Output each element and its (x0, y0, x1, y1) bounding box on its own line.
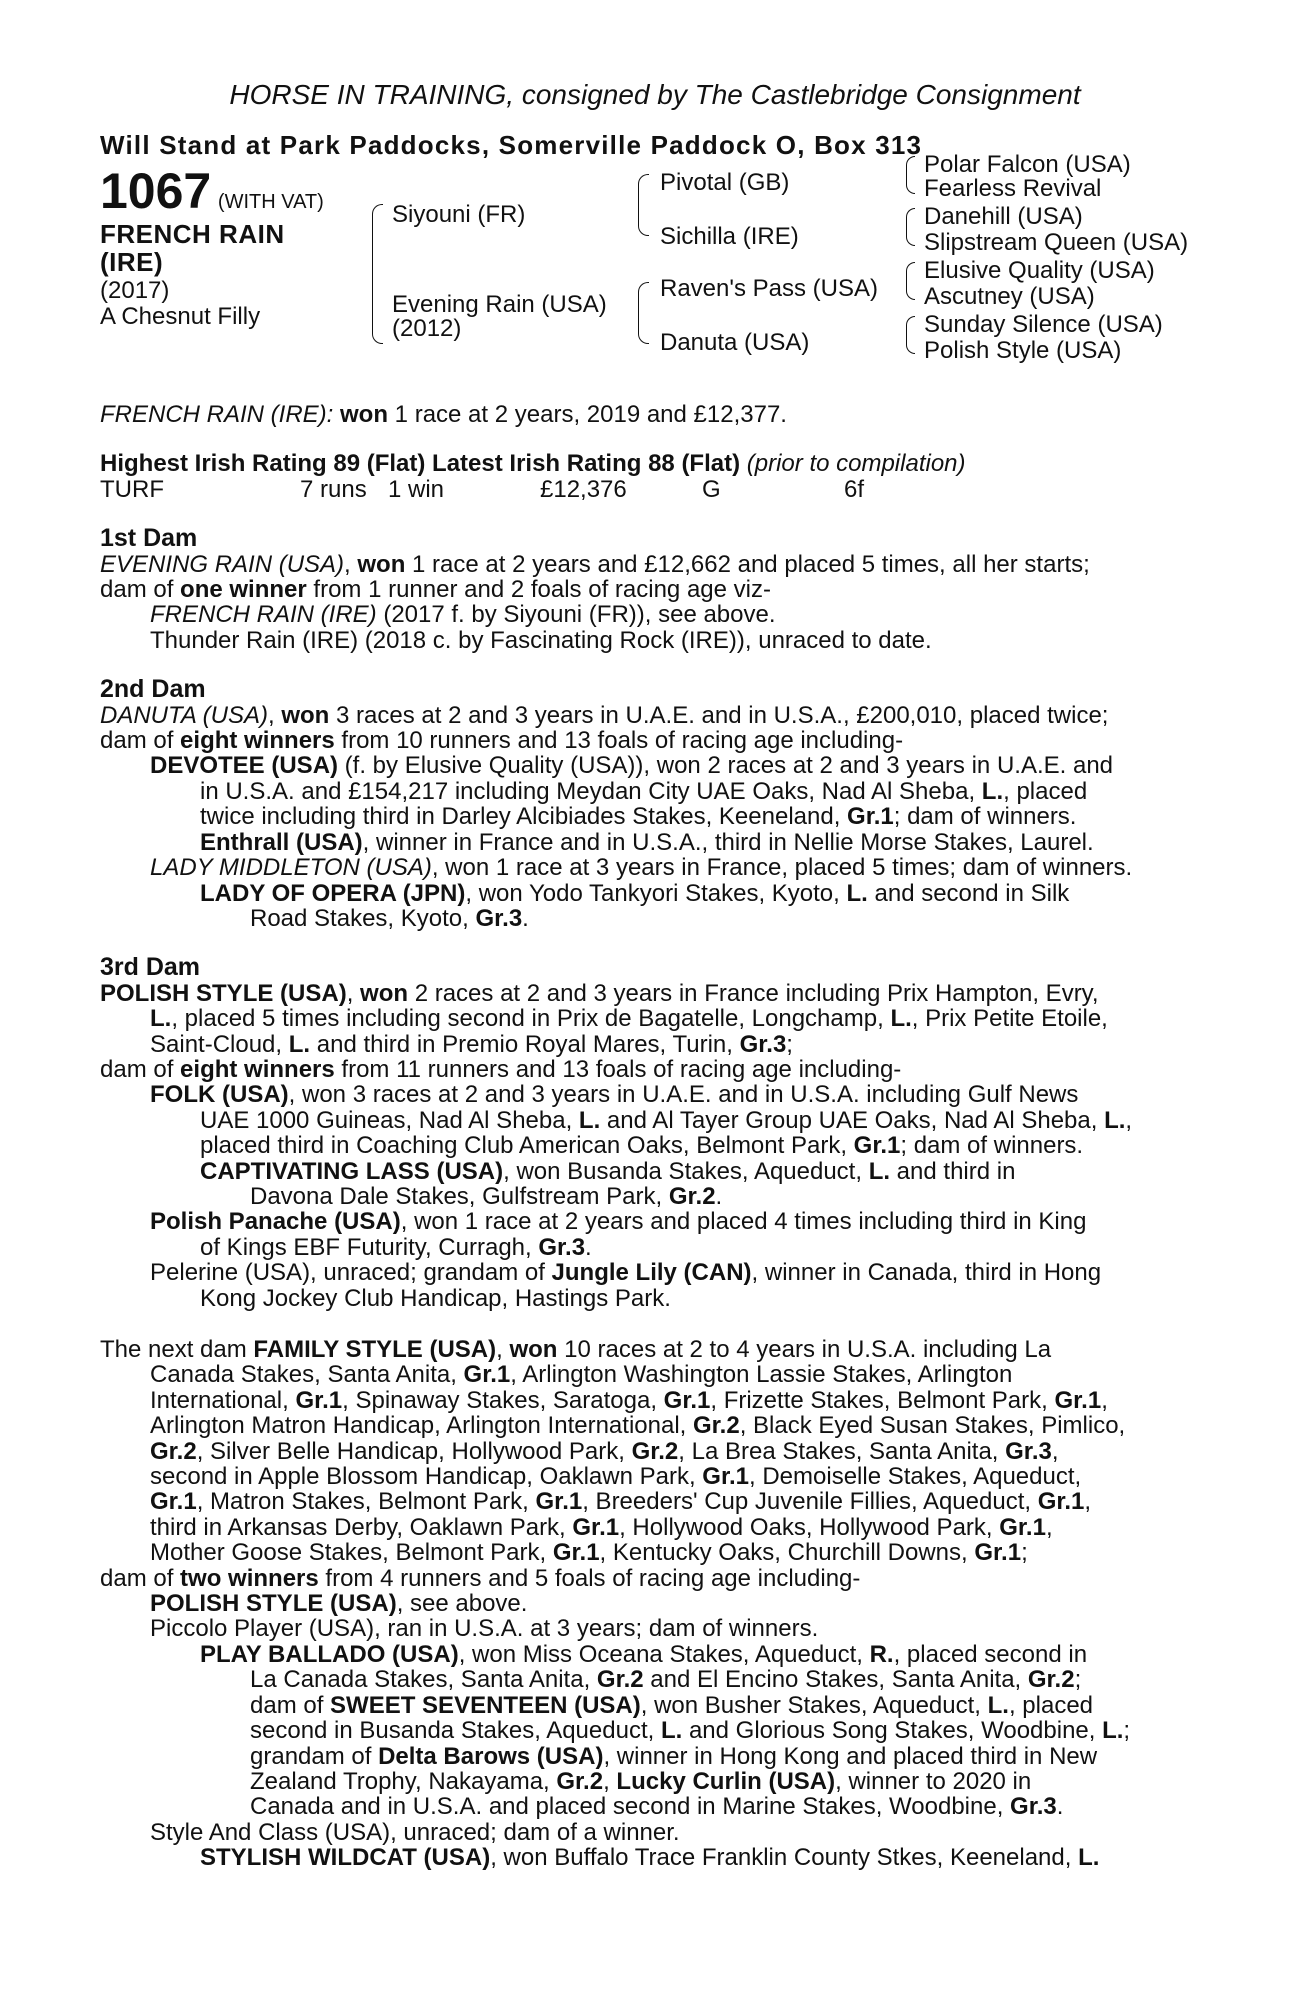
dam-year: (2012) (392, 315, 462, 342)
dam-sire: Raven's Pass (USA) (660, 275, 878, 302)
stand-location: Will Stand at Park Paddocks, Somerville Paddock O, Box 313 (100, 130, 923, 160)
vat-note: (WITH VAT) (217, 191, 324, 213)
horse-description: A Chesnut Filly (100, 303, 261, 330)
first-dam-section: 1st Dam EVENING RAIN (USA), won 1 race at 2 years and £12,662 and placed 5 times, all her starts; dam of one winner from 1 runner and 2 foals of racing age viz- FRENCH RAIN (IRE) (2017 f. by Siyouni (FR)), see above. Thunder Rain (IRE) (2018 c. by Fascinating Rock (IRE)), unraced to date. (100, 526, 1210, 653)
page-title: HORSE IN TRAINING, consigned by The Castlebridge Consignment (229, 79, 1081, 110)
dss: Elusive Quality (USA) (924, 257, 1155, 284)
section-title: 3rd Dam (100, 953, 201, 982)
ssd: Fearless Revival (924, 175, 1102, 202)
race-record: FRENCH RAIN (IRE): won 1 race at 2 years, 2019 and £12,377. (100, 401, 787, 428)
ggp-brace-3 (906, 262, 915, 300)
dam: Evening Rain (USA) (392, 291, 607, 318)
sire-sire: Pivotal (GB) (660, 169, 790, 196)
lot-number: 1067 (100, 163, 212, 219)
third-dam-section: 3rd Dam POLISH STYLE (USA), won 2 races at 2 and 3 years in France including Prix Hampton, Evry, L., placed 5 times including second in Prix de Bagatelle, Longchamp, L., Prix Petite Etoile, Saint-Cloud, L. and third in Premio Royal Mares, Turin, Gr.3; dam of eight winners from 11 runners and 13 foals of racing age including- FOLK (USA), won 3 races at 2 and 3 years in U.A.E. and in U.S.A. including Gulf News UAE 1000 Guineas, Nad Al Sheba, L. and Al Tayer Group UAE Oaks, Nad Al Sheba, L., placed third in Coaching Club American Oaks, Belmont Park, Gr.1; dam of winners. CAPTIVATING LASS (USA), won Busanda Stakes, Aqueduct, L. and third in Davona Dale Stakes, Gulfstream Park, Gr.2. Polish Panache (USA), won 1 race at 2 years and placed 4 times including third in King of Kings EBF Futurity, Curragh, Gr.3. Pelerine (USA), unraced; grandam of Jungle Lily (CAN), winner in Canada, third in Hong Kong Jockey Club Handicap, Hastings Park. (100, 955, 1210, 1311)
rating-line: Highest Irish Rating 89 (Flat) Latest Irish Rating 88 (Flat) (prior to compilation) (100, 450, 966, 478)
horse-country: (IRE) (100, 247, 164, 277)
second-dam-section: 2nd Dam DANUTA (USA), won 3 races at 2 and 3 years in U.A.E. and in U.S.A., £200,010, placed twice; dam of eight winners from 10 runners and 13 foals of racing age including- DEVOTEE (USA) (f. by Elusive Quality (USA)), won 2 races at 2 and 3 years in U.A.E. and in U.S.A. and £154,217 including Meydan City UAE Oaks, Nad Al Sheba, L., placed twice including third in Darley Alcibiades Stakes, Keeneland, Gr.1; dam of winners. Enthrall (USA), winner in France and in U.S.A., third in Nellie Morse Stakes, Laurel. LADY MIDDLETON (USA), won 1 race at 3 years in France, placed 5 times; dam of winners. LADY OF OPERA (JPN), won Yodo Tankyori Stakes, Kyoto, L. and second in Silk Road Stakes, Kyoto, Gr.3. (100, 677, 1210, 931)
dam-brace (638, 282, 649, 344)
sire-brace (638, 174, 649, 236)
section-title: 2nd Dam (100, 675, 206, 704)
sss: Polar Falcon (USA) (924, 151, 1131, 178)
section-title: 1st Dam (100, 524, 198, 553)
ggp-brace-2 (906, 208, 915, 246)
catalogue-page (100, 78, 1210, 1871)
horse-name: FRENCH RAIN (100, 219, 285, 249)
sds: Danehill (USA) (924, 203, 1083, 230)
next-dam-section: The next dam FAMILY STYLE (USA), won 10 races at 2 to 4 years in U.S.A. including La Canada Stakes, Santa Anita, Gr.1, Arlington Washington Lassie Stakes, Arlington International, Gr.1, Spinaway Stakes, Saratoga, Gr.1, Frizette Stakes, Belmont Park, Gr.1, Arlington Matron Handicap, Arlington International, Gr.2, Black Eyed Susan Stakes, Pimlico, Gr.2, Silver Belle Handicap, Hollywood Park, Gr.2, La Brea Stakes, Santa Anita, Gr.3, second in Apple Blossom Handicap, Oaklawn Park, Gr.1, Demoiselle Stakes, Aqueduct, Gr.1, Matron Stakes, Belmont Park, Gr.1, Breeders' Cup Juvenile Fillies, Aqueduct, Gr.1, third in Arkansas Derby, Oaklawn Park, Gr.1, Hollywood Oaks, Hollywood Park, Gr.1, Mother Goose Stakes, Belmont Park, Gr.1, Kentucky Oaks, Churchill Downs, Gr.1; dam of two winners from 4 runners and 5 foals of racing age including- POLISH STYLE (USA), see above. Piccolo Player (USA), ran in U.S.A. at 3 years; dam of winners. PLAY BALLADO (USA), won Miss Oceana Stakes, Aqueduct, R., placed second in La Canada Stakes, Santa Anita, Gr.2 and El Encino Stakes, Santa Anita, Gr.2; dam of SWEET SEVENTEEN (USA), won Busher Stakes, Aqueduct, L., placed second in Busanda Stakes, Aqueduct, L. and Glorious Song Stakes, Woodbine, L.; grandam of Delta Barows (USA), winner in Hong Kong and placed third in New Zealand Trophy, Nakayama, Gr.2, Lucky Curlin (USA), winner to 2020 in Canada and in U.S.A. and placed second in Marine Stakes, Woodbine, Gr.3. Style And Class (USA), unraced; dam of a winner. STYLISH WILDCAT (USA), won Buffalo Trace Franklin County Stkes, Keeneland, L. (100, 1336, 1131, 1872)
horse-year: (2017) (100, 277, 170, 304)
ggp-brace-4 (906, 316, 915, 354)
sdd: Slipstream Queen (USA) (924, 229, 1189, 256)
dds: Sunday Silence (USA) (924, 311, 1163, 338)
dam-dam: Danuta (USA) (660, 329, 810, 356)
sire: Siyouni (FR) (392, 201, 526, 228)
lot-number-row (100, 164, 324, 218)
ddd: Polish Style (USA) (924, 337, 1122, 364)
turf-record: TURF 7 runs 1 win £12,376 G 6f (100, 475, 865, 503)
pedigree-table (100, 151, 1210, 404)
dsd: Ascutney (USA) (924, 283, 1095, 310)
sire-dam-brace (372, 204, 383, 344)
ggp-brace-1 (906, 156, 915, 194)
sire-dam: Sichilla (IRE) (660, 223, 799, 250)
